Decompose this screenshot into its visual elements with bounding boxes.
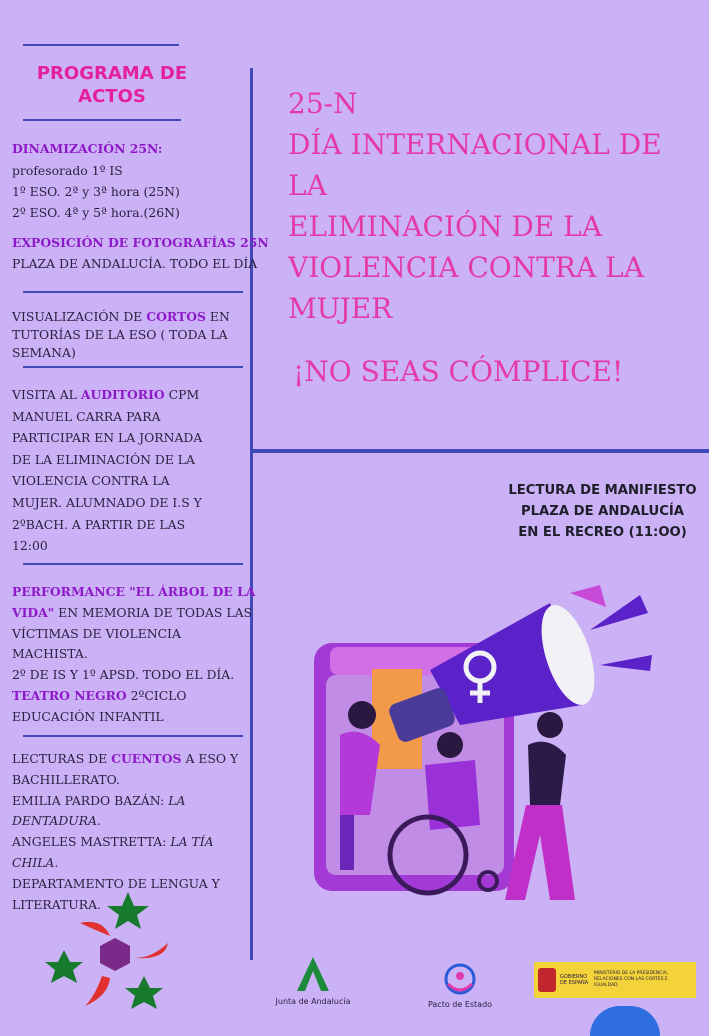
woman-right-icon <box>528 742 566 805</box>
performance-last: EDUCACIÓN INFANTIL <box>12 708 164 724</box>
megaphone-illustration <box>300 585 670 915</box>
exposicion-line1: PLAZA DE ANDALUCÍA. TODO EL DÍA <box>12 256 258 271</box>
block-cortos <box>12 308 230 362</box>
cuentos-line6: CHILA. <box>12 854 59 870</box>
junta-logo: Junta de Andalucía <box>268 955 358 1006</box>
headline-line1: 25-N <box>288 87 358 120</box>
block-exposicion <box>12 234 269 273</box>
cuentos-line2: BACHILLERATO. <box>12 771 120 787</box>
star-icon <box>45 950 83 983</box>
auditorio-line2: MANUEL CARRA PARA <box>12 408 161 424</box>
cuentos-line4: DENTADURA. <box>12 813 101 829</box>
cuentos-line5: ANGELES MASTRETTA: LA TÍA <box>12 834 214 850</box>
school-logo <box>40 888 175 1013</box>
cuentos-line8: LITERATURA. <box>12 896 101 912</box>
rule-under-title <box>23 119 181 121</box>
junta-a-icon <box>293 955 333 993</box>
cuentos-line1: LECTURAS DE CUENTOS A ESO Y <box>12 751 239 766</box>
hexagon-icon <box>100 938 130 971</box>
gobierno-logo: GOBIERNO DE ESPAÑA MINISTERIO DE LA PRESIDENCIA, RELACIONES CON LAS CORTES E IGUALDAD <box>534 962 696 998</box>
headline-line3: ELIMINACIÓN DE LA <box>288 210 602 243</box>
dinamizacion-line2: 1º ESO. 2ª y 3ª hora (25N) <box>12 184 180 199</box>
auditorio-line6: MUJER. ALUMNADO DE I.S Y <box>12 494 202 510</box>
teatro-line: TEATRO NEGRO 2ºCICLO <box>12 687 187 703</box>
rule-after-performance <box>23 735 243 737</box>
cortos-line1: VISUALIZACIÓN DE CORTOS EN <box>12 309 230 324</box>
cortos-line2: TUTORÍAS DE LA ESO ( TODA LA <box>12 327 228 342</box>
pacto-logo: Pacto de Estado <box>420 962 500 1009</box>
rule-after-exposicion <box>23 291 243 293</box>
block-dinamizacion <box>12 140 180 222</box>
auditorio-line3: PARTICIPAR EN LA JORNADA <box>12 430 203 446</box>
star-icon <box>107 892 149 929</box>
rule-after-auditorio <box>23 563 243 565</box>
headline-line4: VIOLENCIA CONTRA LA <box>288 251 644 284</box>
cuentos-line7: DEPARTAMENTO DE LENGUA Y <box>12 875 220 891</box>
auditorio-line7: 2ºBACH. A PARTIR DE LAS <box>12 516 186 532</box>
dinamizacion-heading: DINAMIZACIÓN 25N: <box>12 141 163 156</box>
auditorio-line1: VISITA AL AUDITORIO CPM <box>12 387 200 402</box>
pacto-circle-icon <box>438 962 482 996</box>
program-title: PROGRAMA DE ACTOS <box>36 63 188 107</box>
rule-after-cortos <box>23 366 243 368</box>
column-divider <box>250 68 253 960</box>
headline-line2: DÍA INTERNACIONAL DE LA <box>288 128 662 202</box>
cortos-line3: SEMANA) <box>12 345 76 360</box>
dinamizacion-line1: profesorado 1º IS <box>12 163 123 178</box>
performance-line5: 2º DE IS Y 1º APSD. TODO EL DÍA. <box>12 667 235 683</box>
headline-line5: MUJER <box>288 292 393 325</box>
rule-top <box>23 44 179 46</box>
dinamizacion-line3: 2º ESO. 4ª y 5ª hora.(26N) <box>12 205 180 220</box>
rule-right-middle <box>252 449 709 453</box>
block-performance <box>12 582 255 728</box>
performance-line2: VIDA" EN MEMORIA DE TODAS LAS <box>12 604 253 620</box>
cuentos-line3: EMILIA PARDO BAZÁN: LA <box>12 792 186 808</box>
exposicion-heading: EXPOSICIÓN DE FOTOGRAFÍAS 25N <box>12 235 269 250</box>
auditorio-line5: VIOLENCIA CONTRA LA <box>12 473 170 489</box>
performance-line3: VÍCTIMAS DE VIOLENCIA <box>12 625 181 641</box>
auditorio-line8: 12:00 <box>12 538 48 554</box>
lectura-manifiesto: LECTURA DE MANIFIESTO PLAZA DE ANDALUCÍA EN EL RECREO (11:OO) <box>508 483 697 540</box>
auditorio-line4: DE LA ELIMINACIÓN DE LA <box>12 451 195 467</box>
performance-line4: MACHISTA. <box>12 646 88 662</box>
coat-of-arms-icon <box>538 968 556 992</box>
star-icon <box>125 976 163 1009</box>
slogan: ¡NO SEAS CÓMPLICE! <box>293 355 624 388</box>
headline <box>288 83 708 329</box>
performance-heading: PERFORMANCE "EL ÁRBOL DE LA <box>12 584 256 599</box>
block-auditorio <box>12 384 202 557</box>
corner-bubble <box>590 1006 660 1036</box>
